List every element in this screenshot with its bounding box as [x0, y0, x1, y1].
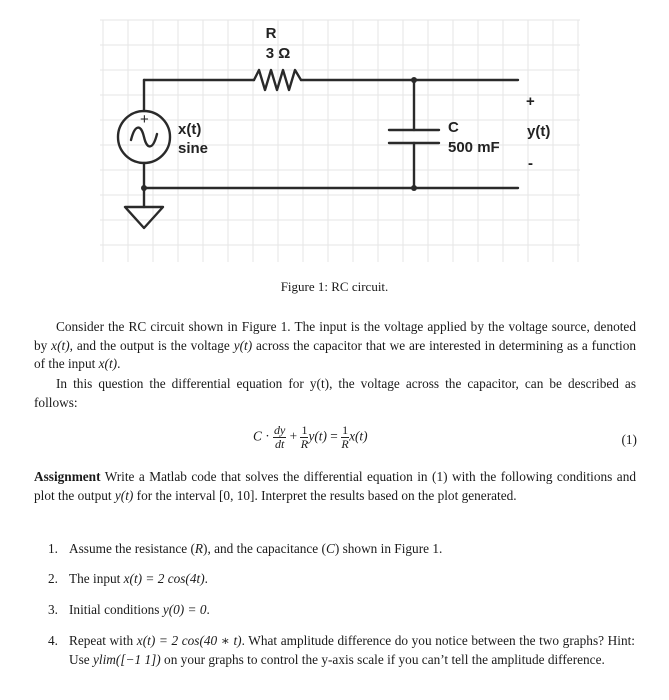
output-minus: - [528, 155, 533, 172]
output-label: y(t) [527, 123, 551, 140]
figure-caption: Figure 1: RC circuit. [280, 279, 389, 294]
eq-xt: x(t) [349, 428, 368, 444]
capacitor-value: 500 mF [448, 139, 500, 156]
eq-dydt: $\frac{dy}{dt}$ [273, 423, 286, 451]
eq-equals: = [330, 428, 338, 444]
equation-number: (1) [621, 432, 637, 447]
junction-dot-top [411, 77, 417, 83]
differential-equation [0, 424, 669, 464]
eq-one-over-r-1: $\frac{1}{R}$ [300, 423, 309, 451]
ground-symbol [125, 207, 163, 228]
resistor-value: 3 Ω [265, 45, 291, 62]
assignment-heading: Assignment [34, 469, 101, 484]
eq-c: C [253, 428, 262, 444]
resistor-name: R [265, 25, 277, 42]
eq-yt: y(t) [308, 428, 327, 444]
figure-grid [100, 20, 580, 262]
output-plus: + [526, 93, 535, 110]
rc-circuit-figure [0, 0, 669, 275]
capacitor-name: C [448, 119, 459, 136]
eq-plus: + [289, 428, 298, 444]
junction-dot-ground [141, 185, 147, 191]
eq-dot: · [265, 428, 270, 444]
assignment-paragraph: Assignment Write a Matlab code that solves the differential equation in (1) with the following conditions and plot the output y(t) for the interval [0, 10]. Interpret the results based on the plot generated. [34, 469, 636, 503]
source-type: sine [178, 140, 209, 157]
source-plus-sign: + [140, 111, 149, 128]
source-label: x(t) [178, 121, 202, 138]
intro-paragraph-1: Consider the RC circuit shown in Figure 1. The input is the voltage applied by the voltage source, denoted by x(t), and the output is the voltage y(t) across the capacitor that we are interested in determining as a function of the input x(t). [34, 319, 636, 371]
junction-dot-bottom [411, 185, 417, 191]
intro-paragraph-2: In this question the differential equation for y(t), the voltage across the capacitor, can be described as follows: [34, 376, 636, 410]
eq-one-over-r-2: $\frac{1}{R}$ [341, 423, 349, 451]
